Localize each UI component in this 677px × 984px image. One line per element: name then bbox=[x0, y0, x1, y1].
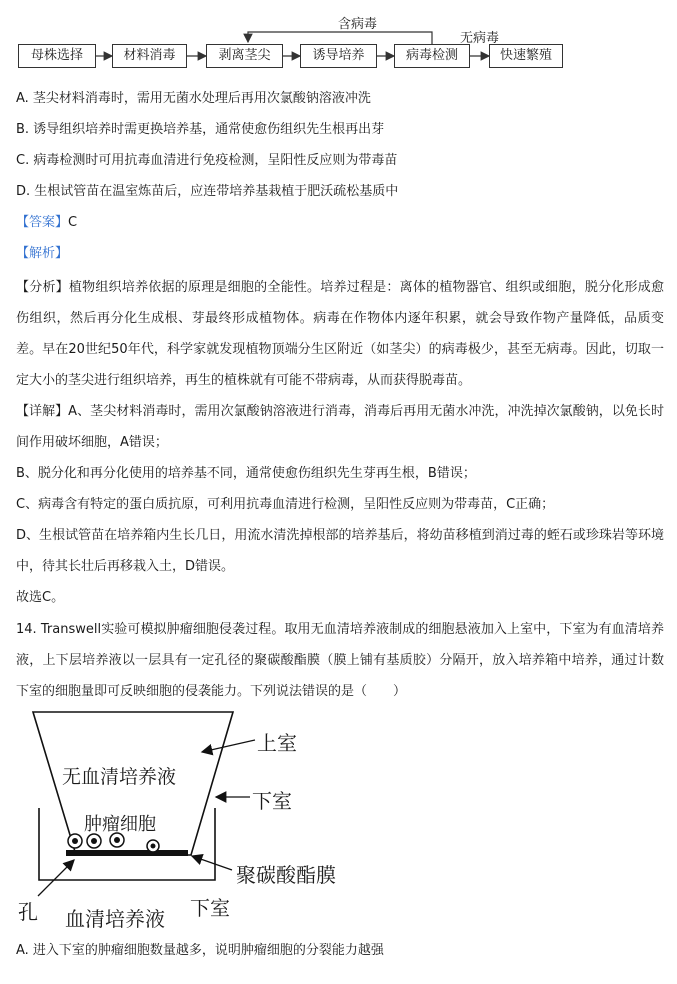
fenxi-label: 【分析】 bbox=[16, 280, 69, 295]
option-b: B. 诱导组织培养时需更换培养基，通常使愈伤组织先生根再出芽 bbox=[16, 122, 385, 137]
flowchart bbox=[0, 0, 677, 90]
lower-chamber-top-label: 下室 bbox=[252, 789, 292, 813]
option-d: D. 生根试管苗在温室炼苗后，应连带培养基栽植于肥沃疏松基质中 bbox=[16, 184, 399, 199]
tumor-cell-nucleus bbox=[151, 844, 156, 849]
detail-a bbox=[16, 396, 664, 458]
detail-c: C、病毒含有特定的蛋白质抗原，可利用抗毒血清进行检测，呈阳性反应则为带毒苗，C正确； bbox=[16, 497, 555, 512]
answer-value: C bbox=[68, 215, 78, 230]
flow-loop-label: 含病毒 bbox=[338, 17, 378, 32]
membrane-label-arrow bbox=[192, 856, 232, 870]
detail-b: B、脱分化和再分化使用的培养基不同，通常使愈伤组织先生芽再生根，B错误； bbox=[16, 466, 476, 481]
detail-label: 【详解】 bbox=[16, 404, 69, 419]
membrane-label: 聚碳酸酯膜 bbox=[236, 863, 336, 887]
answer-label: 【答案】 bbox=[16, 215, 69, 230]
tumor-cell-nucleus bbox=[91, 838, 97, 844]
question-14-stem: 14. Transwell实验可模拟肿瘤细胞侵袭过程。取用无血清培养液制成的细胞悬液加入上室中，下室为有血清培养液，上下层培养液以一层具有一定孔径的聚碳酸酯膜（膜上铺有基质胶）分隔开，放入培养箱中培养，通过计数下室的细胞量即可反映细胞的侵袭能力。下列说法错误的是（ ） bbox=[16, 622, 664, 699]
detail-a-text: A、茎尖材料消毒时，需用次氯酸钠溶液进行消毒，消毒后再用无菌水冲洗，冲洗掉次氯酸钠，以免长时间作用破坏细胞，A错误； bbox=[16, 404, 664, 450]
tumor-cells-label: 肿瘤细胞 bbox=[84, 814, 156, 835]
upper-label-arrow bbox=[202, 740, 255, 752]
conclusion: 故选C。 bbox=[16, 590, 65, 605]
serum-medium-label: 血清培养液 bbox=[65, 907, 165, 931]
question-14-option-a: A. 进入下室的肿瘤细胞数量越多，说明肿瘤细胞的分裂能力越强 bbox=[16, 943, 384, 958]
analysis-paragraph bbox=[16, 272, 664, 396]
flow-pass-label: 无病毒 bbox=[460, 31, 500, 46]
transwell-diagram bbox=[0, 700, 677, 930]
flow-step-stem-tip: 剥离茎尖 bbox=[206, 44, 283, 68]
option-a: A. 茎尖材料消毒时，需用无菌水处理后再用次氯酸钠溶液冲洗 bbox=[16, 91, 371, 106]
flow-step-mother-plant: 母株选择 bbox=[18, 44, 96, 68]
feedback-arrow bbox=[248, 32, 432, 44]
pore-label-arrow bbox=[38, 860, 74, 896]
tumor-cell-nucleus bbox=[72, 838, 78, 844]
answer-line bbox=[16, 213, 77, 233]
membrane bbox=[66, 850, 188, 856]
tumor-cell-nucleus bbox=[114, 837, 120, 843]
flow-step-disinfection: 材料消毒 bbox=[112, 44, 187, 68]
detail-d: D、生根试管苗在培养箱内生长几日，用流水清洗掉根部的培养基后，将幼苗移植到消过毒的蛭石或珍珠岩等环境中，待其长壮后再移栽入土，D错误。 bbox=[16, 528, 664, 574]
option-c: C. 病毒检测时可用抗毒血清进行免疫检测，呈阳性反应则为带毒苗 bbox=[16, 153, 398, 168]
flow-step-propagation: 快速繁殖 bbox=[489, 44, 563, 68]
upper-chamber-label: 上室 bbox=[257, 731, 297, 755]
lower-chamber-bottom-label: 下室 bbox=[190, 896, 230, 920]
flow-step-virus-test: 病毒检测 bbox=[394, 44, 470, 68]
flow-step-induction: 诱导培养 bbox=[300, 44, 377, 68]
upper-medium-label: 无血清培养液 bbox=[62, 766, 177, 788]
analysis-label: 【解析】 bbox=[16, 246, 69, 261]
pore-label: 孔 bbox=[18, 900, 38, 924]
fenxi-text: 植物组织培养依据的原理是细胞的全能性。培养过程是：离体的植物器官、组织或细胞，脱分化形成愈伤组织，然后再分化生成根、芽最终形成植物体。病毒在作物体内逐年积累，就会导致作物产量降低，品质变差。早在20世纪50年代，科学家就发现植物顶端分生区附近（如茎尖）的病毒极少，甚至无病毒。因此，切取一定大小的茎尖进行组织培养，再生的植株就有可能不带病毒，从而获得脱毒苗。 bbox=[16, 280, 664, 388]
